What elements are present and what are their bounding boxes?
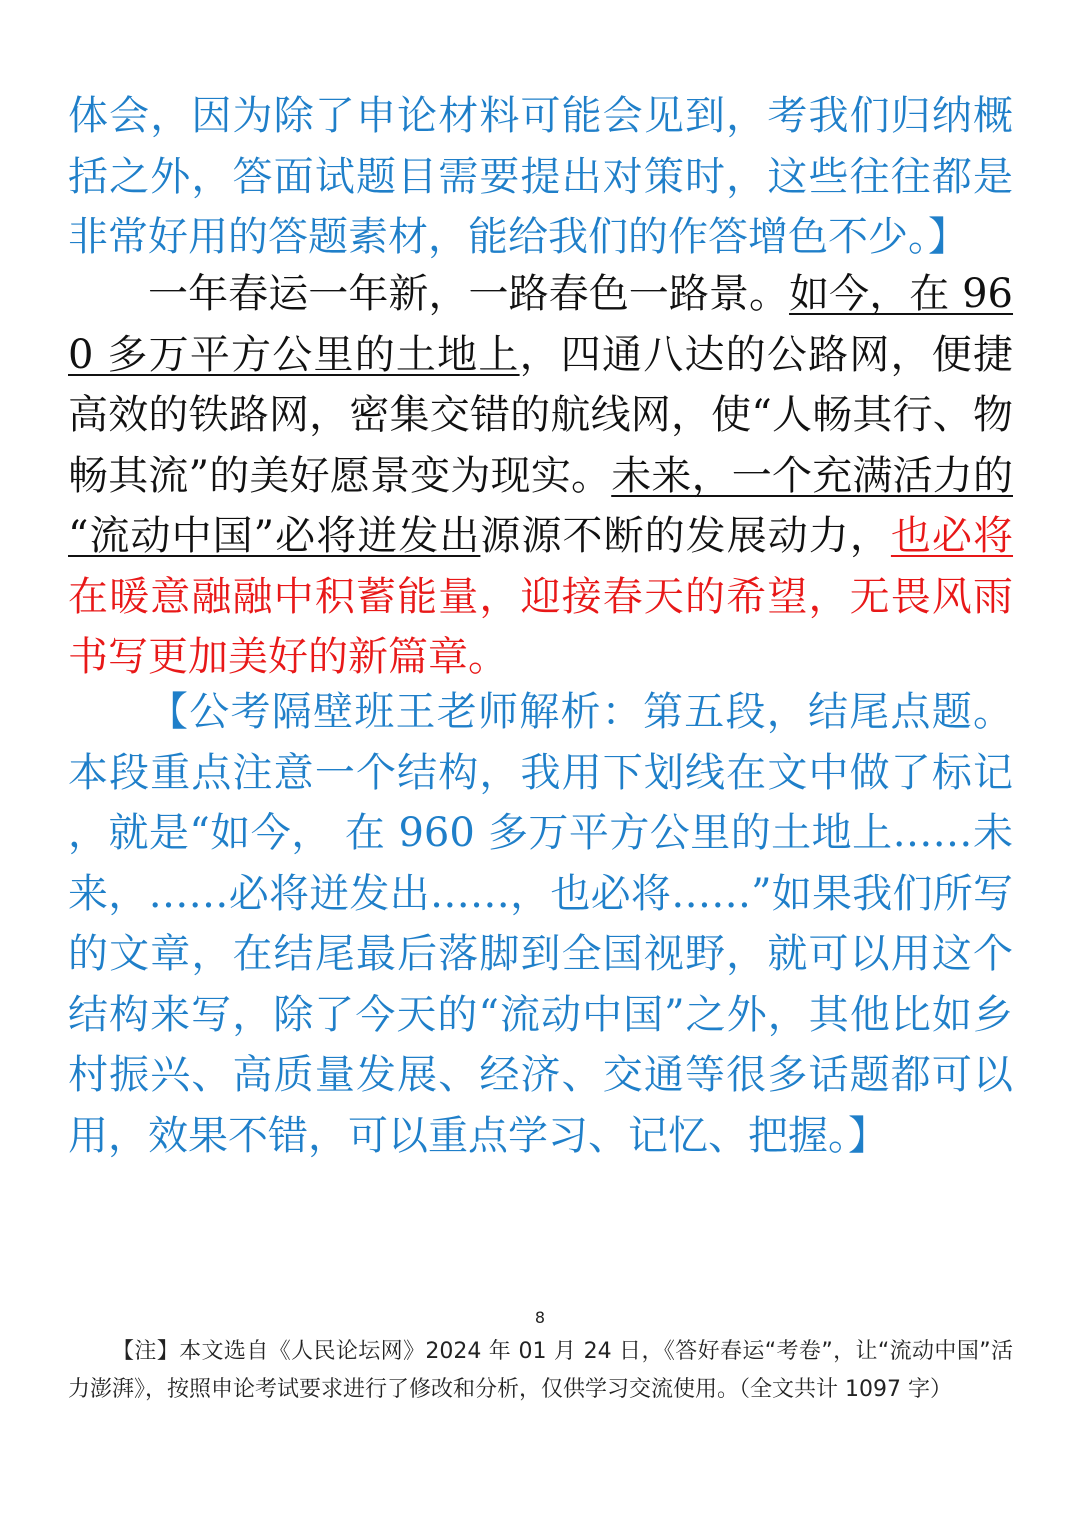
- analysis-paragraph-continued: 体会，因为除了申论材料可能会见到，考我们归纳概括之外，答面试题目需要提出对策时，这些往往都是非常好用的答题素材，能给我们的作答增色不少。】: [68, 93, 1013, 260]
- source-footnote: 【注】本文选自《人民论坛网》2024 年 01 月 24 日，《答好春运“考卷”，让“流动中国”活力澎湃》，按照申论考试要求进行了修改和分析，仅供学习交流使用。（全文共计 1097 字）: [68, 1339, 1013, 1402]
- network-sentence: ，四通八达的公路网，便捷高效的铁路网，密集交错的航线网，使“人畅其行、物畅其流”的美好愿景变为现实。: [68, 331, 1013, 499]
- opening-sentence: 一年春运一年新，一路春色一路景。: [148, 271, 790, 317]
- teacher-analysis-paragraph: 【公考隔壁班王老师解析：第五段，结尾点题。本段重点注意一个结构，我用下划线在文中做了标记，就是“如今， 在 960 多万平方公里的土地上……未来，……必将迸发出……，也必将……”如果我们所写的文章，在结尾最后落脚到全国视野，就可以用这个结构来写，除了今天的“流动中国”之外，其他比如乡村振兴、高质量发展、经济、交通等很多话题都可以用，效果不错，可以重点学习、记忆、把握。】: [68, 689, 1013, 1159]
- article-paragraph-five: [68, 264, 1013, 688]
- page-number: 8: [534, 1308, 546, 1327]
- underlined-phrase-also: 也必将: [890, 513, 1014, 559]
- underlined-phrase-now: 如今，在 960 多万平方公里的土地上: [68, 271, 1014, 378]
- underlined-phrase-future: 未来，一个充满活力的“流动中国”必将迸发出: [68, 452, 1013, 559]
- red-closing-sentence: 在暖意融融中积蓄能量，迎接春天的希望，无畏风雨书写更加美好的新篇章。: [68, 573, 1013, 680]
- momentum-phrase: 源源不断的发展动力，: [480, 513, 891, 559]
